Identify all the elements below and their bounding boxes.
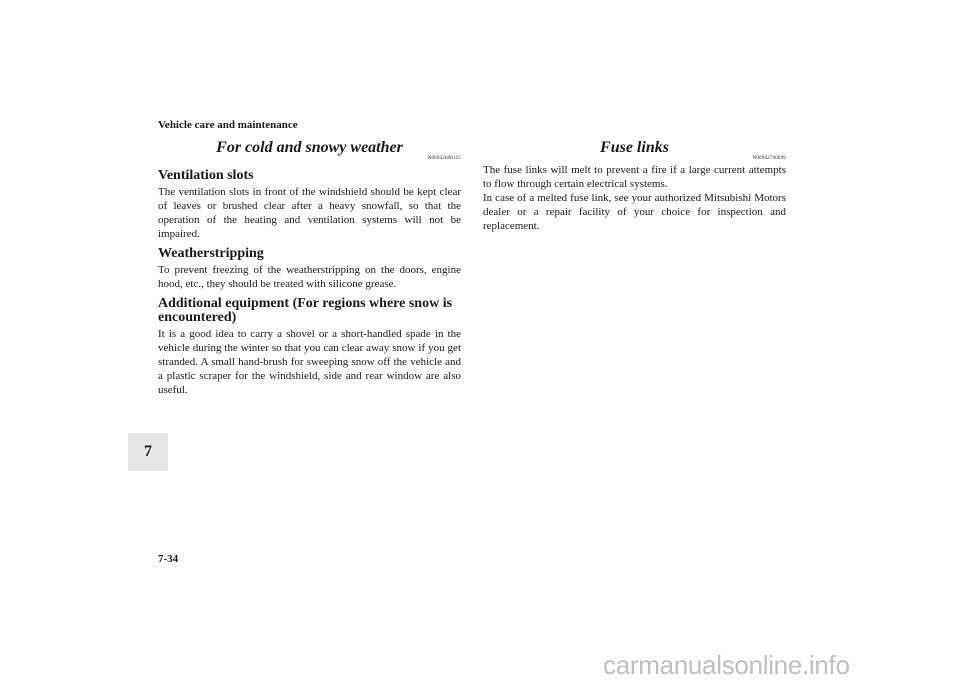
subheading-additional-equipment: Additional equipment (For regions where snow is encountered)	[158, 296, 453, 325]
section-code: N00942700099	[752, 156, 786, 161]
section-title-cold-weather: For cold and snowy weather	[216, 139, 403, 156]
running-header: Vehicle care and maintenance	[158, 119, 298, 131]
paragraph-fuse-links-2: In case of a melted fuse link, see your authorized Mitsubishi Motors dealer or a repair facility of your choice for inspection and replacement.	[483, 192, 786, 232]
watermark: carmanualsonline.info	[603, 650, 850, 680]
paragraph-additional-equipment: It is a good idea to carry a shovel or a short-handled spade in the vehicle during the winter so that you can clear away snow if you get stranded. A small hand-brush for sweeping snow off the vehicle and a plastic scraper for the windshield, side and rear window are also useful.	[158, 328, 461, 396]
paragraph-fuse-links-1: The fuse links will melt to prevent a fire if a large current attempts to flow through certain electrical systems.	[483, 164, 786, 190]
subheading-weatherstripping: Weatherstripping	[158, 246, 264, 261]
right-column	[483, 138, 786, 233]
section-title-row	[483, 138, 786, 163]
paragraph-ventilation-slots: The ventilation slots in front of the windshield should be kept clear of leaves or brushed clear after a heavy snowfall, so that the operation of the heating and ventilation systems will not be impaired.	[158, 186, 461, 240]
section-code: N00942600115	[427, 156, 461, 161]
paragraph-weatherstripping: To prevent freezing of the weatherstripping on the doors, engine hood, etc., they should be treated with silicone grease.	[158, 264, 461, 290]
chapter-tab: 7	[128, 433, 168, 471]
section-title-fuse-links: Fuse links	[600, 139, 669, 156]
left-column	[158, 138, 461, 397]
page-number: 7-34	[158, 553, 179, 565]
section-title-row	[158, 138, 461, 163]
subheading-ventilation-slots: Ventilation slots	[158, 168, 254, 183]
